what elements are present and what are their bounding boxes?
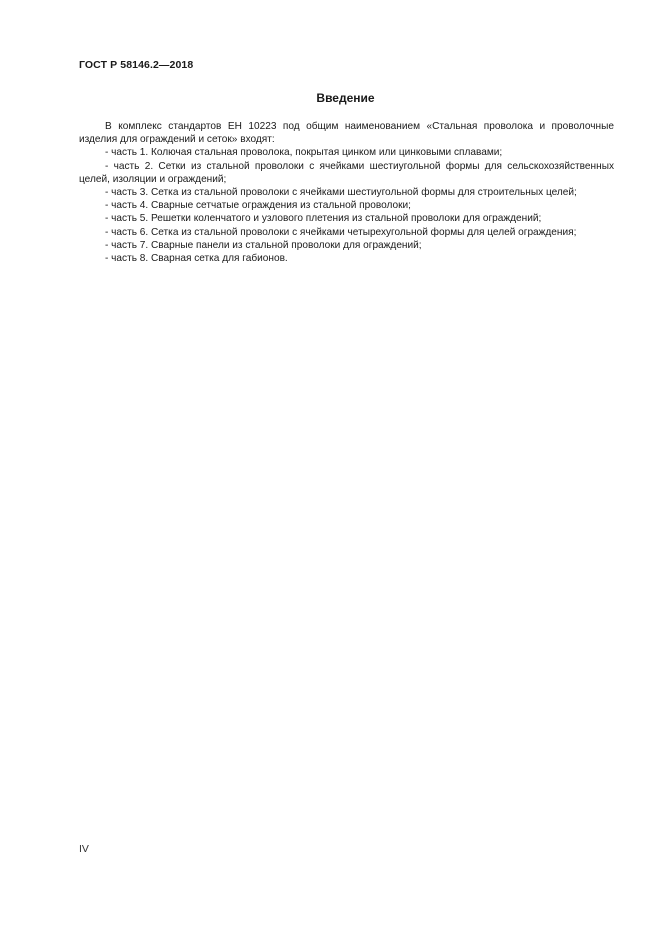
list-item-part-7: - часть 7. Сварные панели из стальной проволоки для ограждений;	[105, 239, 422, 251]
list-item-part-5: - часть 5. Решетки коленчатого и узлового плетения из стальной проволоки для ограждений;	[105, 213, 542, 225]
list-item-part-4: - часть 4. Сварные сетчатые ограждения из стальной проволоки;	[105, 200, 411, 212]
list-item-part-6: - часть 6. Сетка из стальной проволоки с ячейками четырехугольной формы для целей ограждения;	[105, 226, 577, 238]
intro-paragraph: В комплекс стандартов ЕН 10223 под общим наименованием «Стальная проволока и проволочные изделия для ограждений и сеток» входят:	[79, 121, 614, 146]
document-body	[79, 120, 614, 265]
section-title: Введение	[316, 91, 375, 105]
list-item-part-2: - часть 2. Сетки из стальной проволоки с ячейками шестиугольной формы для сельскохозяйственных целей, изоляции и ограждений;	[79, 160, 614, 185]
list-item-part-1: - часть 1. Колючая стальная проволока, покрытая цинком или цинковыми сплавами;	[105, 147, 503, 159]
page-number: IV	[79, 843, 89, 855]
document-header-standard-id: ГОСТ Р 58146.2—2018	[79, 59, 194, 71]
list-item-part-3: - часть 3. Сетка из стальной проволоки с ячейками шестиугольной формы для строительных целей;	[105, 187, 577, 199]
list-item-part-8: - часть 8. Сварная сетка для габионов.	[105, 253, 288, 265]
